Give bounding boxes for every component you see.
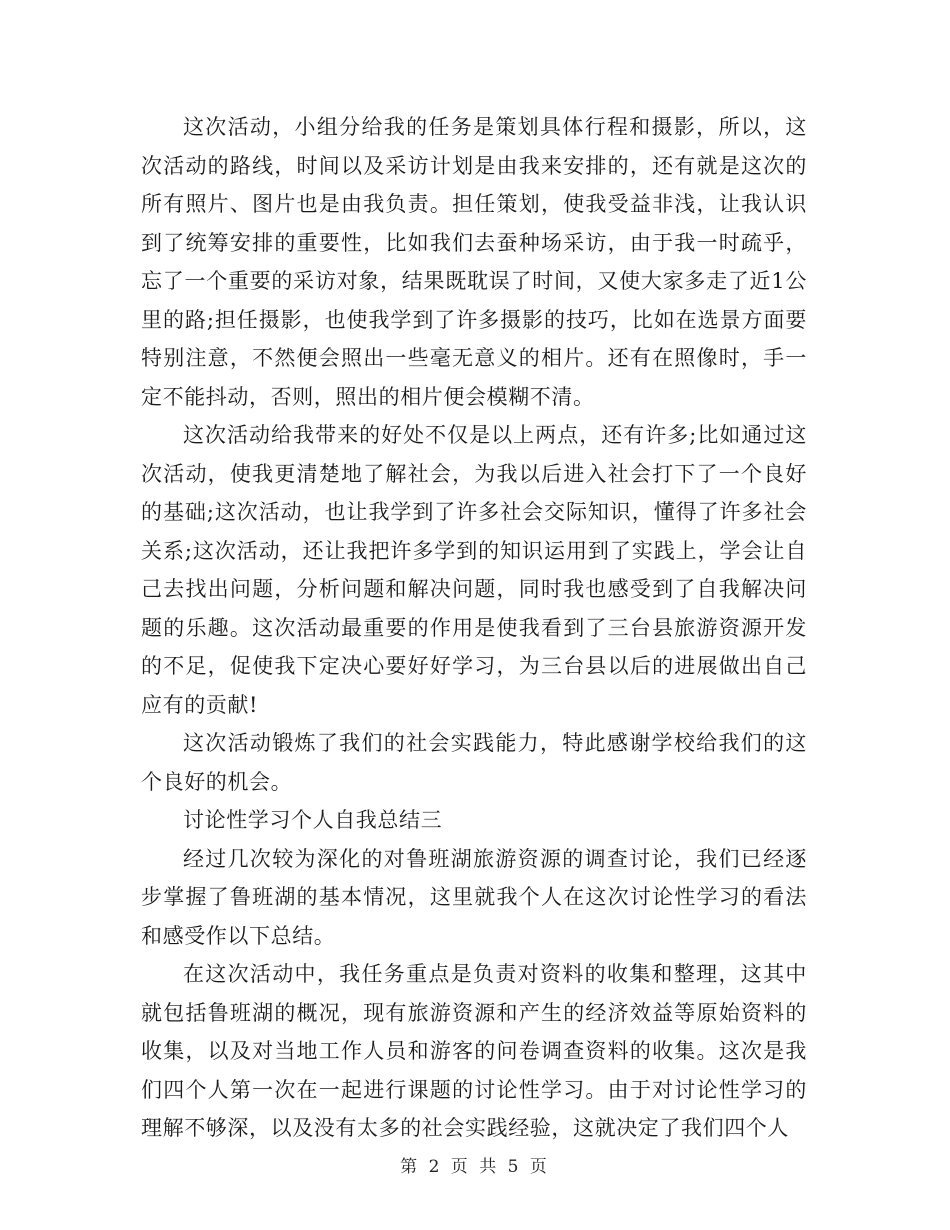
paragraph-research-intro: 经过几次较为深化的对鲁班湖旅游资源的调查讨论，我们已经逐步掌握了鲁班湖的基本情况，这里就我个人在这次讨论性学习的看法和感受作以下总结。 <box>141 846 807 948</box>
paragraph-benefits: 这次活动给我带来的好处不仅是以上两点，还有许多;比如通过这次活动，使我更清楚地了解社会，为我以后进入社会打下了一个良好的基础;这次活动，也让我学到了许多社会交际知识，懂得了许多社会关系;这次活动，还让我把许多学到的知识运用到了实践上，学会让自己去找出问题，分析问题和解决问题，同时我也感受到了自我解决问题的乐趣。这次活动最重要的作用是使我看到了三台县旅游资源开发的不足，促使我下定决心要好好学习，为三台县以后的进展做出自己应有的贡献! <box>141 423 807 717</box>
paragraph-data-collection: 在这次活动中，我任务重点是负责对资料的收集和整理，这其中就包括鲁班湖的概况，现有旅游资源和产生的经济效益等原始资料的收集，以及对当地工作人员和游客的问卷调查资料的收集。这次是我们四个人第一次在一起进行课题的讨论性学习。由于对讨论性学习的理解不够深，以及没有太多的社会实践经验，这就决定了我们四个人 <box>141 962 807 1140</box>
document-body <box>141 108 807 1148</box>
section-heading: 讨论性学习个人自我总结三 <box>183 808 443 832</box>
page-number-footer: 第 2 页 共 5 页 <box>400 1157 550 1177</box>
paragraph-planning-photography: 这次活动，小组分给我的任务是策划具体行程和摄影，所以，这次活动的路线，时间以及采访计划是由我来安排的，还有就是这次的所有照片、图片也是由我负责。担任策划，使我受益非浅，让我认识到了统筹安排的重要性，比如我们去蚕种场采访，由于我一时疏乎，忘了一个重要的采访对象，结果既耽误了时间，又使大家多走了近1公里的路;担任摄影，也使我学到了许多摄影的技巧，比如在选景方面要特别注意，不然便会照出一些毫无意义的相片。还有在照像时，手一定不能抖动，否则，照出的相片便会模糊不清。 <box>141 115 807 409</box>
paragraph-thanks: 这次活动锻炼了我们的社会实践能力，特此感谢学校给我们的这个良好的机会。 <box>141 731 807 794</box>
